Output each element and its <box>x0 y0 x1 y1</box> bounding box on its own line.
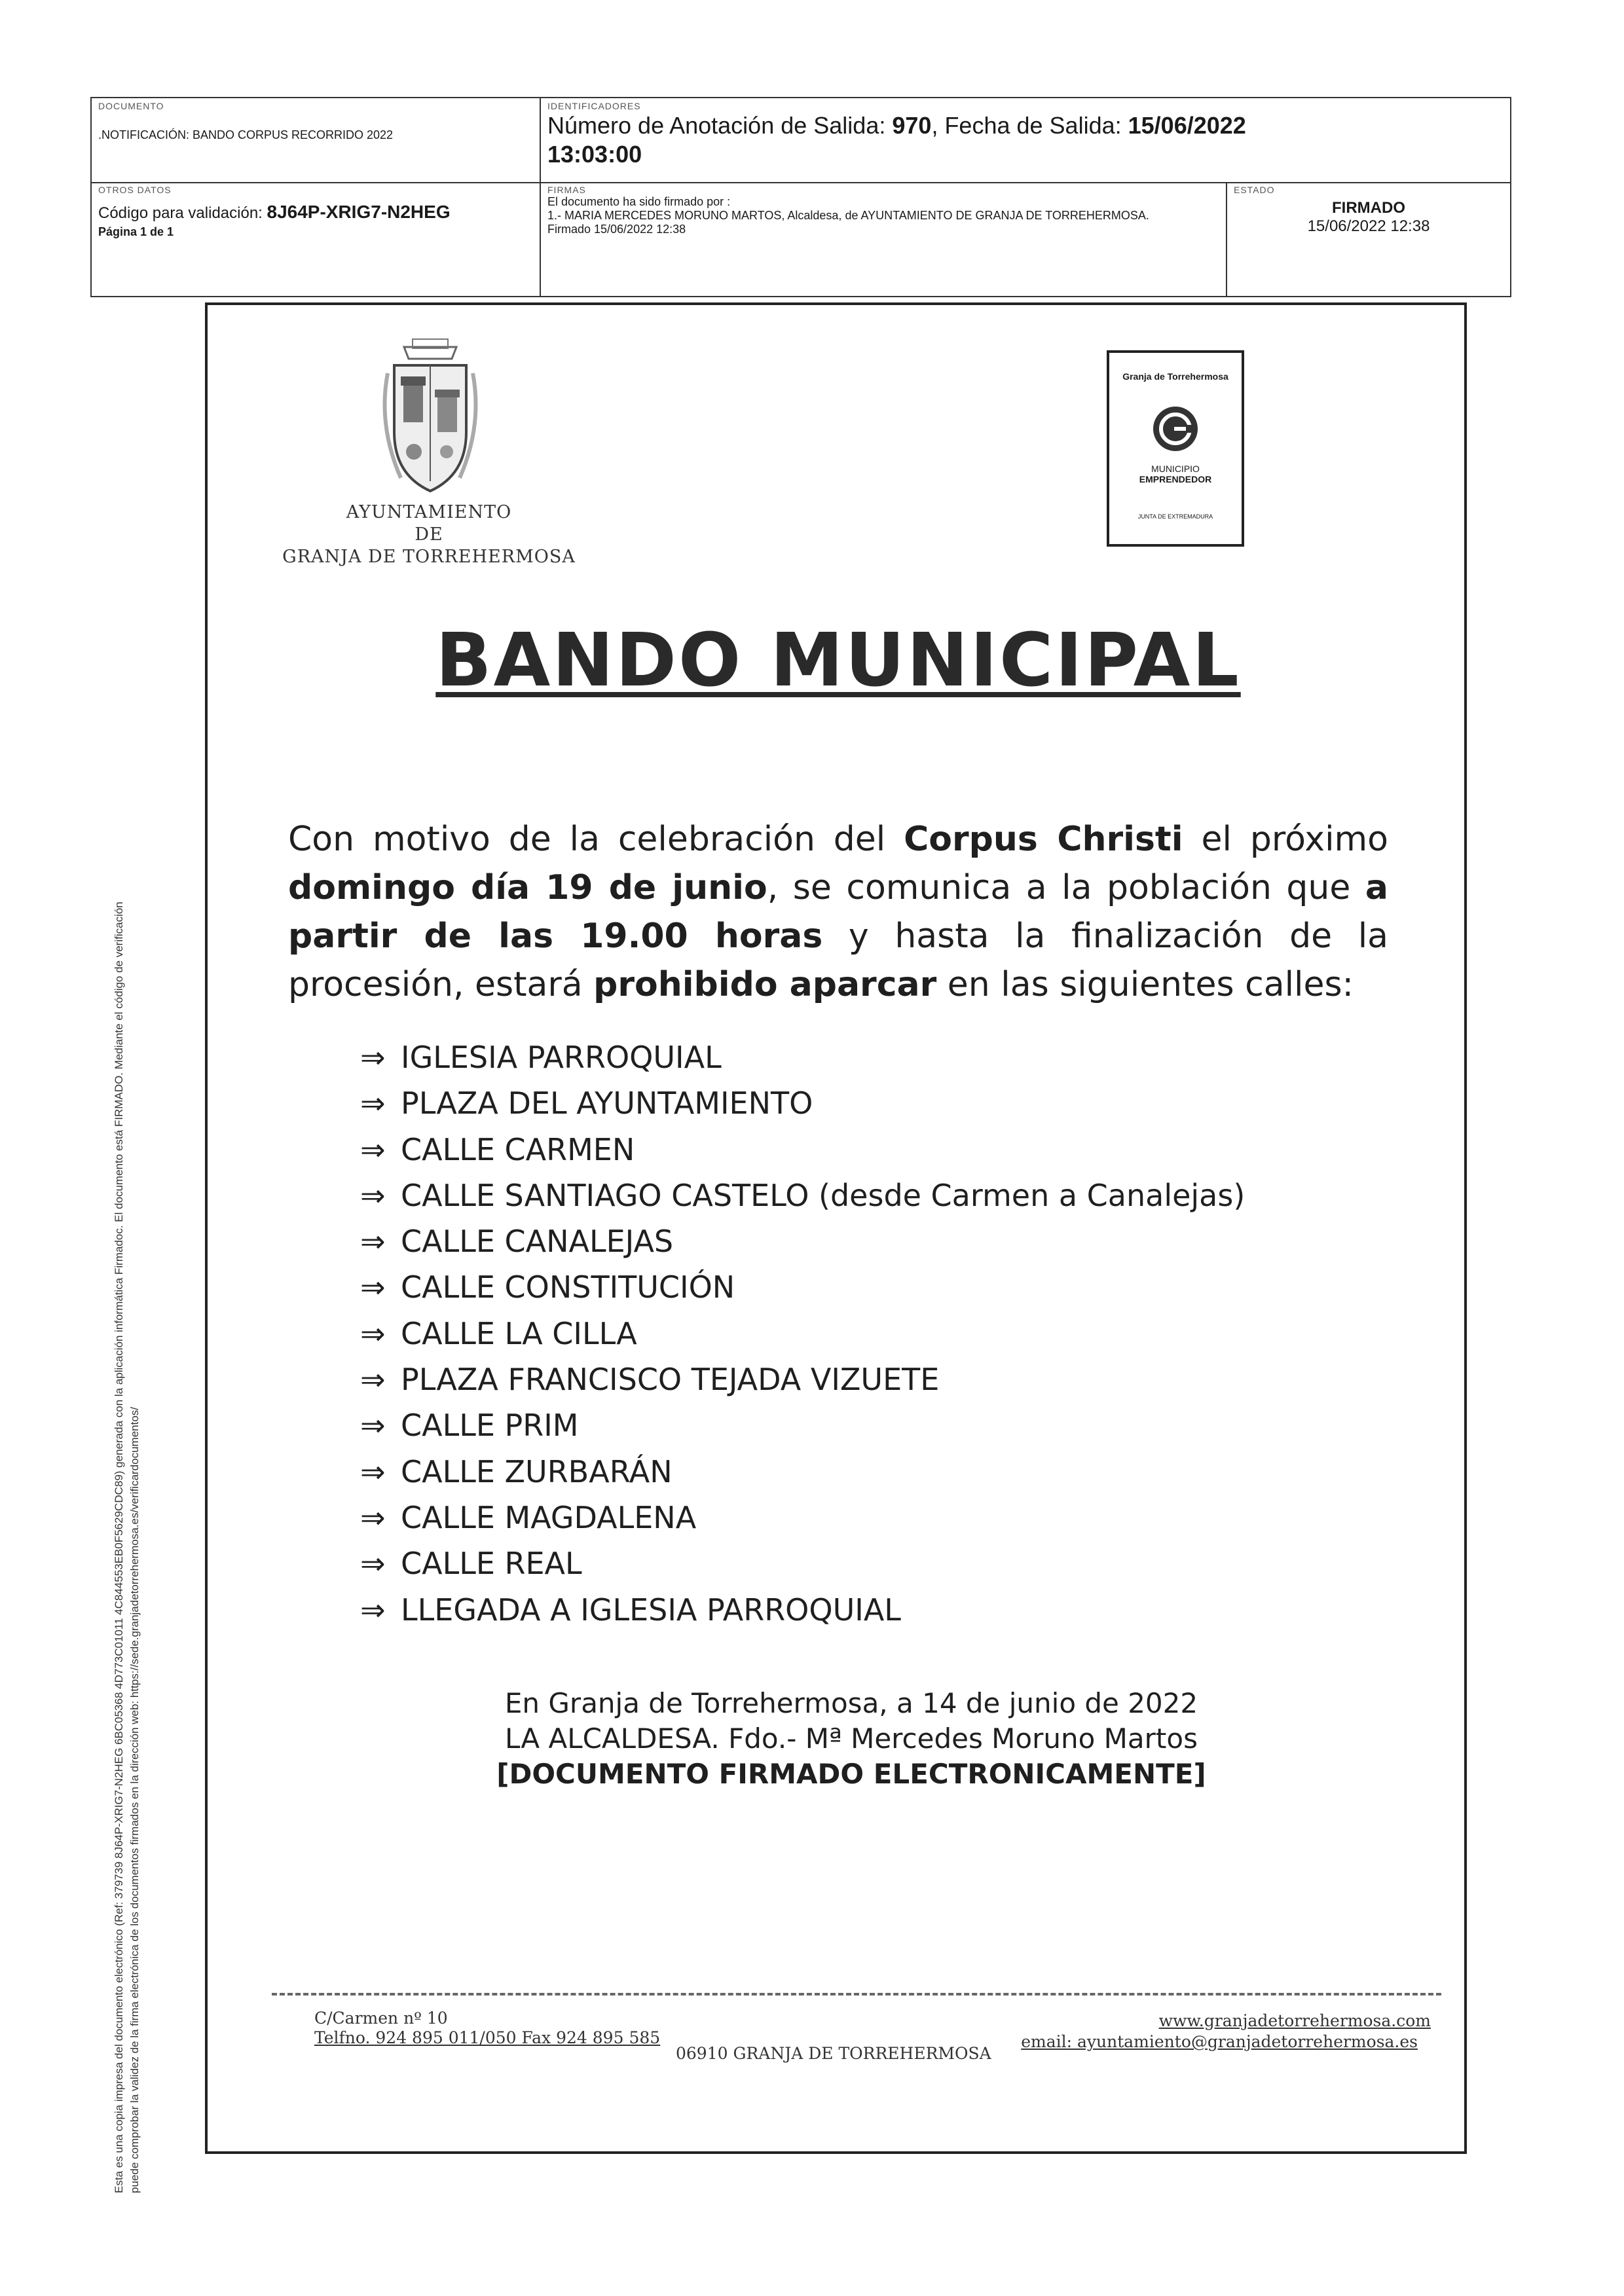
anotacion-line <box>547 111 1504 140</box>
letterhead-line-2: DE <box>415 524 443 545</box>
intro-bold-time: a partir de las 19.00 horas <box>288 868 1388 956</box>
footer-divider <box>272 1993 1441 1995</box>
otros-datos-caption: OTROS DATOS <box>98 185 172 195</box>
street-list <box>360 1034 1408 1633</box>
municipal-coat-of-arms <box>375 334 486 504</box>
identificadores-cell <box>541 98 1510 182</box>
double-arrow-icon: ⇒ <box>360 1085 386 1121</box>
identificadores-caption: IDENTIFICADORES <box>547 101 641 111</box>
letterhead <box>275 501 583 568</box>
estado-fecha: 15/06/2022 12:38 <box>1307 217 1430 235</box>
street-name: CALLE ZURBARÁN <box>401 1453 673 1489</box>
footer-phone: Telfno. 924 895 011/050 Fax 924 895 585 <box>314 2028 661 2047</box>
intro-text-1: Con motivo de la celebración del <box>288 820 904 859</box>
intro-text-4: y hasta la finalización de la procesión, estará <box>288 917 1389 1004</box>
street-item <box>360 1080 1408 1126</box>
badge-title: Granja de Torrehermosa <box>1122 371 1228 382</box>
firmas-line-2: 1.- MARIA MERCEDES MORUNO MARTOS, Alcaldesa, de AYUNTAMIENTO DE GRANJA DE TORREHERMOSA. <box>547 209 1149 222</box>
documento-value: .NOTIFICACIÓN: BANDO CORPUS RECORRIDO 2022 <box>98 128 394 141</box>
emprendedor-logo-icon <box>1152 405 1199 452</box>
street-item <box>360 1127 1408 1173</box>
anotacion-value: 970 <box>892 112 932 139</box>
street-item <box>360 1218 1408 1264</box>
firmas-line-3: Firmado 15/06/2022 12:38 <box>547 223 686 236</box>
footer-web: www.granjadetorrehermosa.com <box>1158 2011 1431 2030</box>
street-item <box>360 1540 1408 1586</box>
street-name: CALLE MAGDALENA <box>401 1499 697 1535</box>
street-item <box>360 1264 1408 1310</box>
double-arrow-icon: ⇒ <box>360 1499 386 1535</box>
street-name: PLAZA DEL AYUNTAMIENTO <box>401 1085 813 1121</box>
double-arrow-icon: ⇒ <box>360 1040 386 1075</box>
double-arrow-icon: ⇒ <box>360 1224 386 1260</box>
intro-bold-prohibido: prohibido aparcar <box>593 965 937 1004</box>
firmas-cell <box>541 182 1227 297</box>
street-item <box>360 1402 1408 1448</box>
pagina-text: Página 1 de 1 <box>98 225 174 238</box>
intro-bold-date: domingo día 19 de junio <box>288 868 767 907</box>
double-arrow-icon: ⇒ <box>360 1177 386 1213</box>
firmas-caption: FIRMAS <box>547 185 586 195</box>
closing-signatory: LA ALCALDESA. Fdo.- Mª Mercedes Moruno Martos <box>505 1722 1198 1755</box>
anotacion-label: Número de Anotación de Salida: <box>547 112 886 139</box>
street-name: CALLE REAL <box>401 1546 582 1582</box>
intro-text-5: en las siguientes calles: <box>936 965 1354 1004</box>
street-name: CALLE CARMEN <box>401 1131 635 1167</box>
street-name: CALLE SANTIAGO CASTELO (desde Carmen a Canalejas) <box>401 1177 1246 1213</box>
closing-block <box>393 1686 1310 1792</box>
verification-line-1: Esta es una copia impresa del documento electrónico (Ref: 379739 8J64P-XRIG7-N2HEG 6BC05368 4D773C01011 4C844553EB0F5629CDC89) generada con la aplicación informática Firmadoc. El documento está FIRMADO. Mediante el código de verificación <box>113 902 125 2193</box>
estado-value: FIRMADO <box>1332 199 1405 217</box>
street-item <box>360 1357 1408 1402</box>
footer-address: C/Carmen nº 10 <box>314 2009 448 2028</box>
double-arrow-icon: ⇒ <box>360 1269 386 1305</box>
documento-cell <box>92 98 541 182</box>
double-arrow-icon: ⇒ <box>360 1453 386 1489</box>
hora-value: 13:03:00 <box>547 141 642 168</box>
street-name: CALLE PRIM <box>401 1408 579 1444</box>
fecha-value: 15/06/2022 <box>1128 112 1246 139</box>
metadata-row-1 <box>92 98 1510 183</box>
footer-postal: 06910 GRANJA DE TORREHERMOSA <box>676 2044 991 2063</box>
documento-caption: DOCUMENTO <box>98 101 164 111</box>
double-arrow-icon: ⇒ <box>360 1408 386 1444</box>
estado-caption: ESTADO <box>1234 185 1275 195</box>
badge-footer: JUNTA DE EXTREMADURA <box>1137 513 1213 520</box>
double-arrow-icon: ⇒ <box>360 1546 386 1582</box>
intro-paragraph <box>288 815 1388 1009</box>
badge-line-1: MUNICIPIO <box>1151 464 1200 474</box>
street-name: CALLE CONSTITUCIÓN <box>401 1269 735 1305</box>
street-item <box>360 1587 1408 1633</box>
codigo-line <box>98 202 533 223</box>
fecha-label: , Fecha de Salida: <box>931 112 1122 139</box>
verification-margin-text <box>111 687 143 2193</box>
verification-barcode <box>97 302 189 702</box>
badge-line-2: EMPRENDEDOR <box>1139 474 1212 484</box>
street-name: IGLESIA PARROQUIAL <box>401 1040 722 1075</box>
letterhead-line-3: GRANJA DE TORREHERMOSA <box>282 547 576 567</box>
document-metadata-table <box>90 97 1511 297</box>
street-item <box>360 1034 1408 1080</box>
closing-electronic-signature: [DOCUMENTO FIRMADO ELECTRONICAMENTE] <box>496 1758 1206 1790</box>
codigo-label: Código para validación: <box>98 204 263 222</box>
intro-bold-corpus: Corpus Christi <box>904 820 1183 859</box>
intro-text-2: el próximo <box>1183 820 1388 859</box>
double-arrow-icon: ⇒ <box>360 1362 386 1398</box>
letterhead-line-1: AYUNTAMIENTO <box>346 502 512 522</box>
street-name: PLAZA FRANCISCO TEJADA VIZUETE <box>401 1362 940 1398</box>
firmas-line-1: El documento ha sido firmado por : <box>547 195 731 208</box>
footer-email: email: ayuntamiento@granjadetorrehermosa.es <box>1021 2032 1418 2051</box>
street-name: LLEGADA A IGLESIA PARROQUIAL <box>401 1592 901 1628</box>
street-item <box>360 1495 1408 1540</box>
street-name: CALLE LA CILLA <box>401 1315 637 1351</box>
street-name: CALLE CANALEJAS <box>401 1224 674 1260</box>
page-title: BANDO MUNICIPAL <box>435 618 1241 703</box>
street-item <box>360 1173 1408 1218</box>
metadata-row-2 <box>92 182 1510 297</box>
estado-cell <box>1227 182 1510 297</box>
double-arrow-icon: ⇒ <box>360 1315 386 1351</box>
verification-line-2: puede comprobar la validez de la firma electrónica de los documentos firmados en la dirección web: https://sede.granjadetorrehermosa.es/verificardocumentos/ <box>128 1406 141 2193</box>
closing-place-date: En Granja de Torrehermosa, a 14 de junio de 2022 <box>504 1687 1198 1719</box>
double-arrow-icon: ⇒ <box>360 1131 386 1167</box>
street-item <box>360 1449 1408 1495</box>
codigo-value: 8J64P-XRIG7-N2HEG <box>267 202 451 222</box>
municipio-emprendedor-badge <box>1107 350 1244 547</box>
double-arrow-icon: ⇒ <box>360 1592 386 1628</box>
street-item <box>360 1311 1408 1357</box>
intro-text-3: , se comunica a la población que <box>767 868 1365 907</box>
otros-datos-cell <box>92 182 541 297</box>
